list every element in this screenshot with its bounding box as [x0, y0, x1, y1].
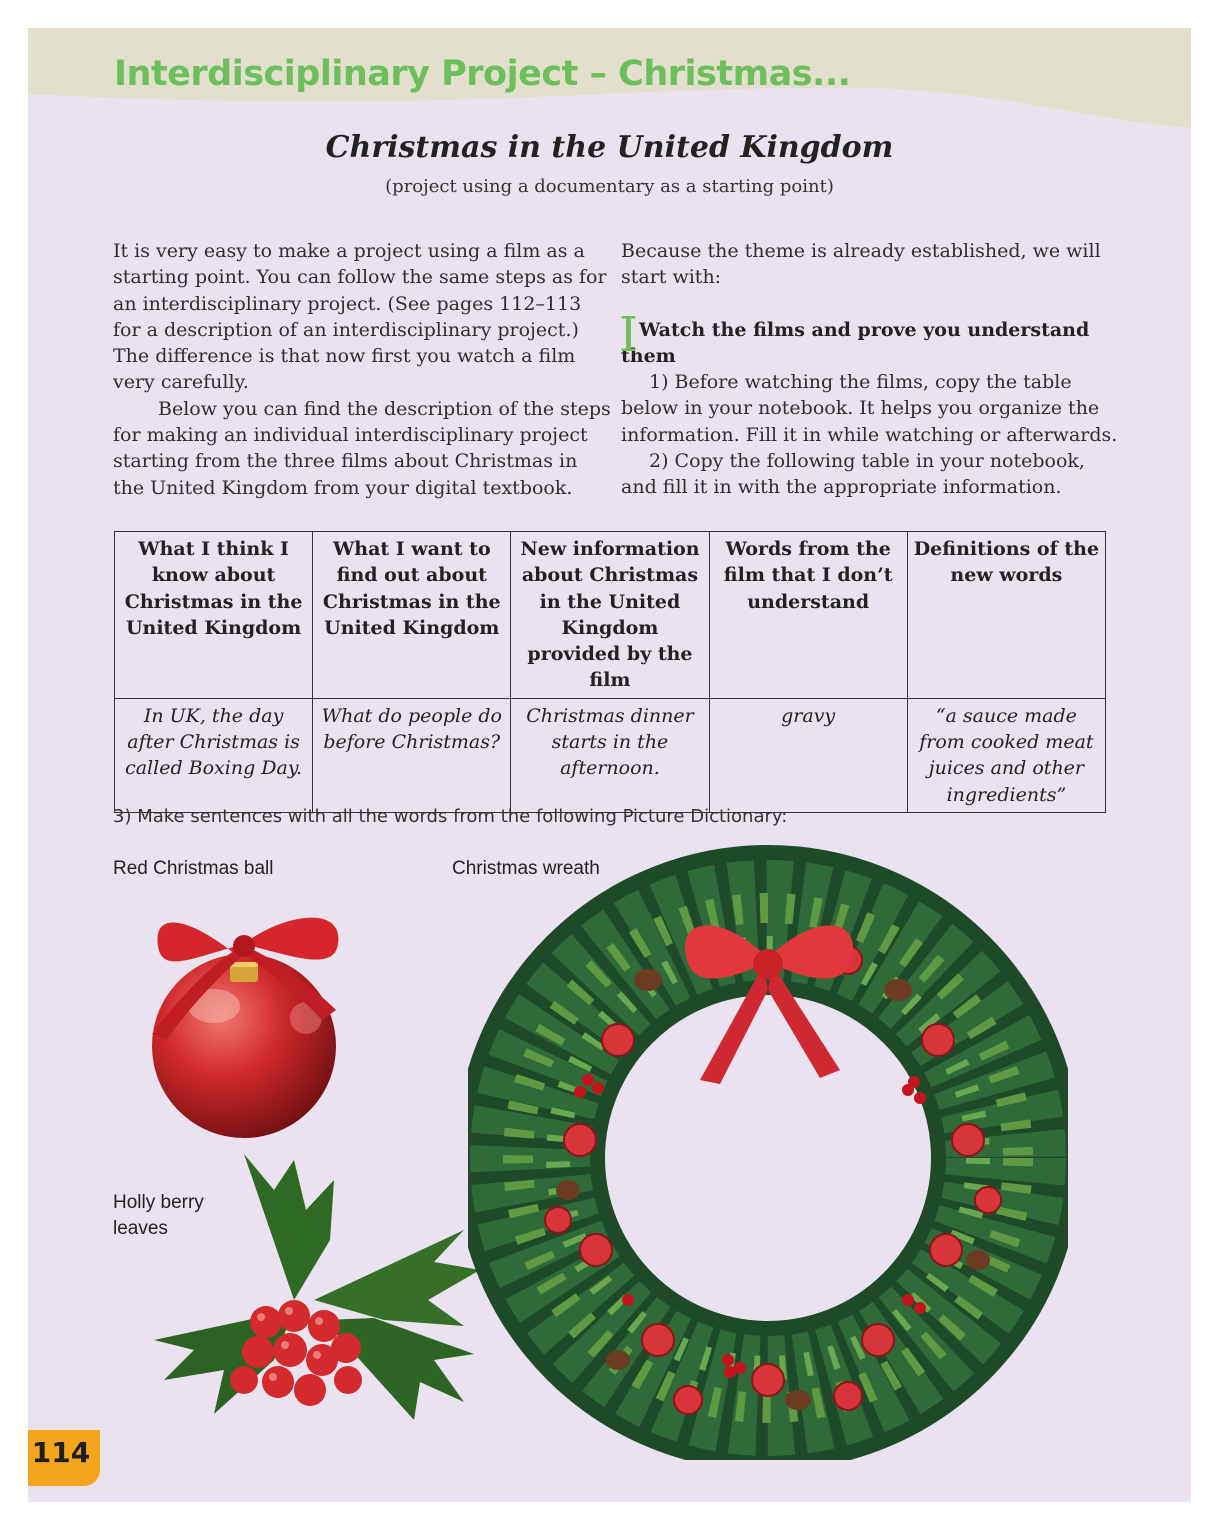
table-row	[115, 698, 1106, 812]
wreath-label: Christmas wreath	[452, 858, 600, 879]
table-cell: In UK, the day after Christmas is called Boxing Day.	[115, 698, 313, 812]
holly-label-line2: leaves	[113, 1218, 168, 1239]
christmas-wreath-image	[468, 840, 1068, 1460]
step-item-1: 1) Before watching the films, copy the table below in your notebook. It helps you organize the information. Fill it in while watching or afterwards.	[621, 371, 1118, 446]
christmas-ball-image	[122, 884, 354, 1150]
step-one	[619, 306, 1121, 370]
holly-label-line1: Holly berry	[113, 1192, 204, 1213]
document-subtitle: (project using a documentary as a starting point)	[385, 176, 834, 197]
table-header: What I think I know about Christmas in the United Kingdom	[115, 532, 313, 699]
task-three: 3) Make sentences with all the words from the following Picture Dictionary:	[113, 806, 788, 827]
table-header-row	[115, 532, 1106, 699]
table-cell: gravy	[709, 698, 907, 812]
step-item-2: 2) Copy the following table in your notebook, and fill it in with the appropriate information.	[621, 450, 1085, 499]
table-cell: “a sauce made from cooked meat juices and other ingredients”	[907, 698, 1105, 812]
table-cell: Christmas dinner starts in the afternoon.	[511, 698, 709, 812]
holly-berry-image	[134, 1150, 494, 1440]
page	[28, 28, 1191, 1502]
table-header: What I want to find out about Christmas in the United Kingdom	[313, 532, 511, 699]
header-title: Interdisciplinary Project – Christmas...	[114, 54, 851, 94]
right-column	[621, 238, 1121, 501]
intro-paragraph: It is very easy to make a project using a film as a starting point. You can follow the same steps as for an interdisciplinary project. (See pages 112–113 for a description of an interdisciplinary project.) The difference is that now first you watch a film very carefully.	[113, 240, 607, 394]
page-number: 114	[31, 1436, 91, 1469]
project-table	[114, 531, 1106, 813]
step-heading: Watch the films and prove you understand them	[621, 318, 1090, 367]
ball-label: Red Christmas ball	[113, 858, 274, 879]
document-title: Christmas in the United Kingdom	[325, 130, 894, 165]
left-column	[113, 238, 613, 501]
step-number: I	[619, 306, 638, 363]
table-header: Definitions of the new words	[907, 532, 1105, 699]
start-intro: Because the theme is already established, we will start with:	[621, 240, 1101, 289]
table-header: Words from the film that I don’t understand	[709, 532, 907, 699]
table-cell: What do people do before Christmas?	[313, 698, 511, 812]
steps-paragraph: Below you can find the description of the steps for making an individual interdisciplinary project starting from the three films about Christmas in the United Kingdom from your digital textbook.	[113, 397, 611, 499]
table-header: New information about Christmas in the United Kingdom provided by the film	[511, 532, 709, 699]
